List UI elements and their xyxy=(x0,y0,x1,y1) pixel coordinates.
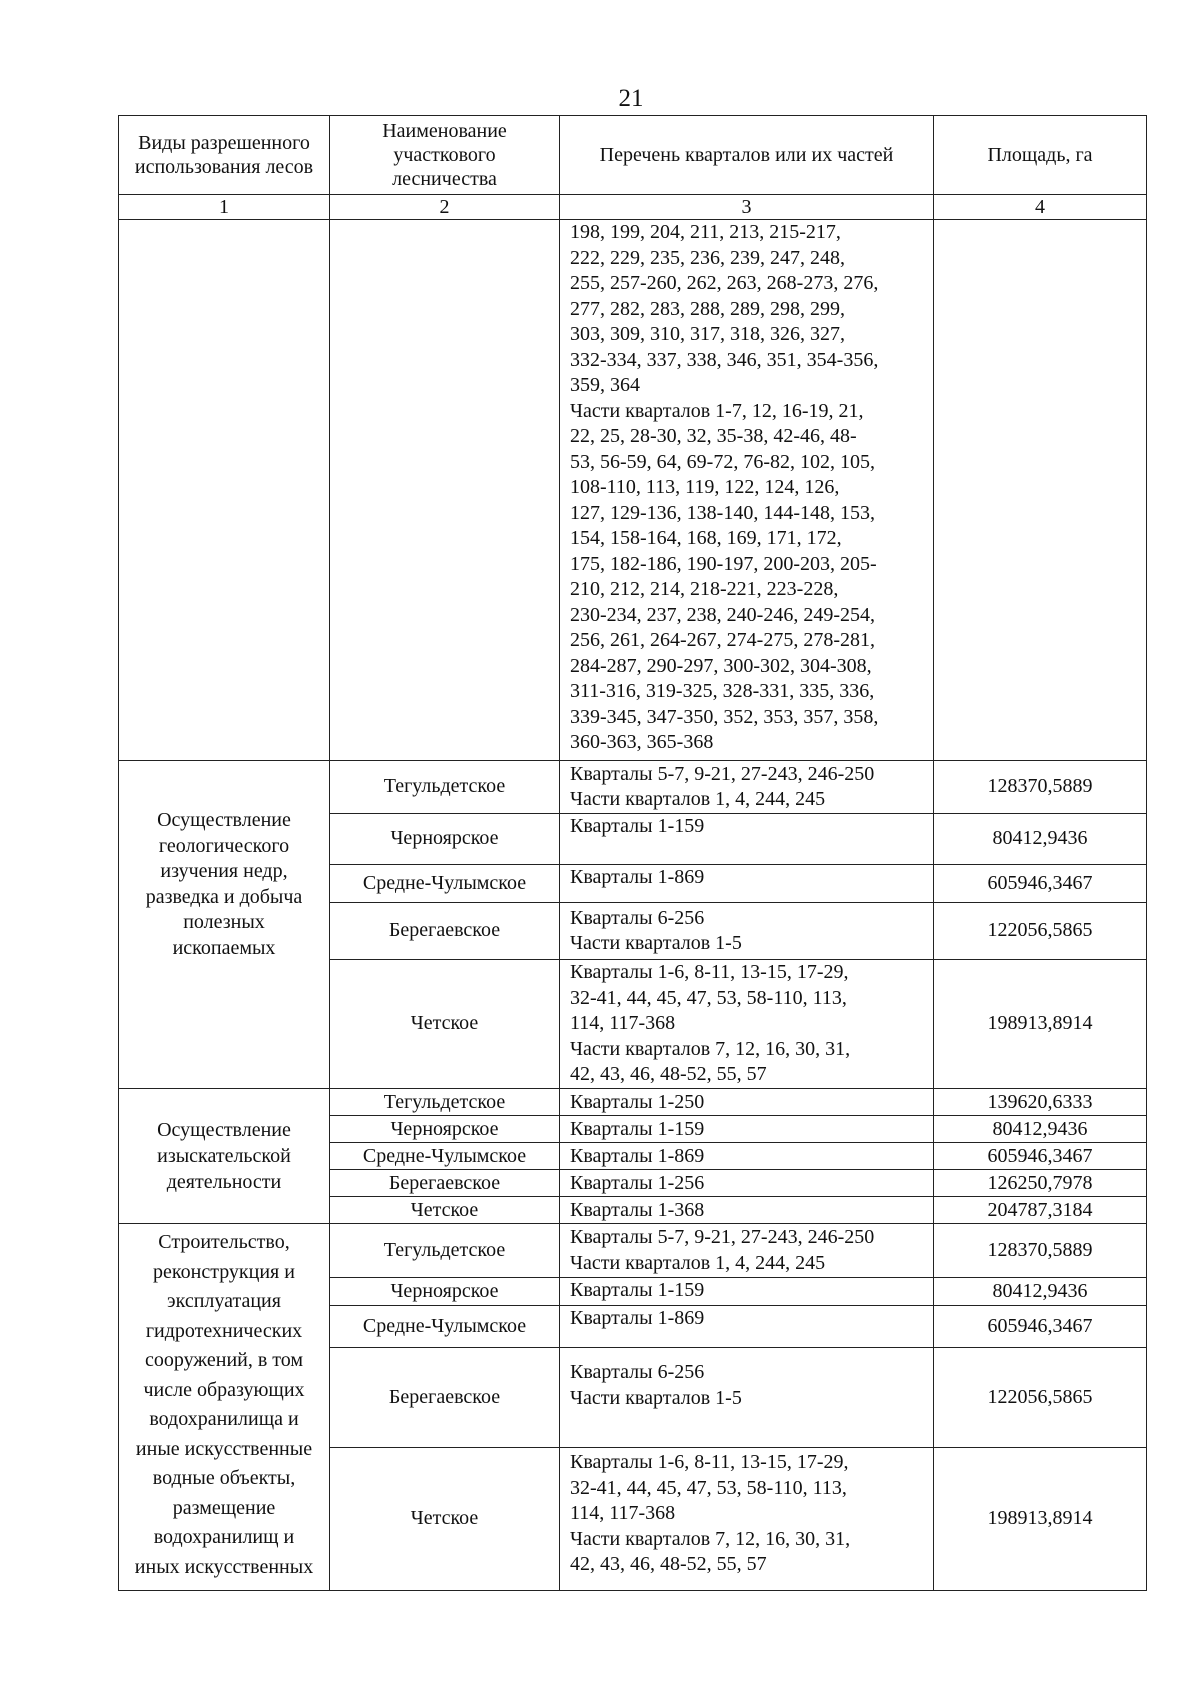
quarters-list: Кварталы 1-256 xyxy=(560,1170,934,1197)
column-number: 3 xyxy=(560,195,934,220)
forestry-name: Берегаевское xyxy=(330,1170,560,1197)
table-row xyxy=(119,1224,1147,1278)
forestry-name: Четское xyxy=(330,960,560,1089)
quarters-list: Кварталы 1-6, 8-11, 13-15, 17-29, 32-41, 44, 45, 47, 53, 58-110, 113, 114, 117-368 Части кварталов 7, 12, 16, 30, 31, 42, 43, 46, 48-52, 55, 57 xyxy=(560,960,934,1089)
quarters-list: Кварталы 6-256 Части кварталов 1-5 xyxy=(560,903,934,960)
area-value: 605946,3467 xyxy=(934,1306,1147,1348)
header-use-type: Виды разрешенного использования лесов xyxy=(119,116,330,195)
forestry-name: Тегульдетское xyxy=(330,1224,560,1278)
forestry-name: Черноярское xyxy=(330,1278,560,1306)
header-row xyxy=(119,116,1147,195)
forest-use-table xyxy=(118,115,1147,1591)
quarters-list: Кварталы 5-7, 9-21, 27-243, 246-250 Части кварталов 1, 4, 244, 245 xyxy=(560,1224,934,1278)
quarters-list: Кварталы 1-869 xyxy=(560,1143,934,1170)
header-area: Площадь, га xyxy=(934,116,1147,195)
use-type-geology: Осуществление геологического изучения недр, разведка и добыча полезных ископаемых xyxy=(119,761,330,1089)
column-number: 4 xyxy=(934,195,1147,220)
area-value: 204787,3184 xyxy=(934,1197,1147,1224)
continuation-row xyxy=(119,220,1147,761)
column-number: 1 xyxy=(119,195,330,220)
area-value: 198913,8914 xyxy=(934,1448,1147,1591)
area-value: 128370,5889 xyxy=(934,761,1147,814)
forestry-name: Тегульдетское xyxy=(330,1089,560,1116)
table-row xyxy=(119,1089,1147,1116)
forestry-name: Четское xyxy=(330,1448,560,1591)
area-value: 80412,9436 xyxy=(934,1116,1147,1143)
area-value: 128370,5889 xyxy=(934,1224,1147,1278)
continuation-quarters: 198, 199, 204, 211, 213, 215-217, 222, 229, 235, 236, 239, 247, 248, 255, 257-260, 262, 263, 268-273, 276, 277, 282, 283, 288, 289, 298, 299, 303, 309, 310, 317, 318, 326, 327, 332-334, 337, 338, 346, 351, 354-356, 359, 364 Части кварталов 1-7, 12, 16-19, 21, 22, 25, 28-30, 32, 35-38, 42-46, 48- 53, 56-59, 64, 69-72, 76-82, 102, 105, 108-110, 113, 119, 122, 124, 126, 127, 129-136, 138-140, 144-148, 153, 154, 158-164, 168, 169, 171, 172, 175, 182-186, 190-197, 200-203, 205- 210, 212, 214, 218-221, 223-228, 230-234, 237, 238, 240-246, 249-254, 256, 261, 264-267, 274-275, 278-281, 284-287, 290-297, 300-302, 304-308, 311-316, 319-325, 328-331, 335, 336, 339-345, 347-350, 352, 353, 357, 358, 360-363, 365-368 xyxy=(560,220,934,761)
quarters-list: Кварталы 1-159 xyxy=(560,1278,934,1306)
forestry-name: Берегаевское xyxy=(330,903,560,960)
empty-cell xyxy=(330,220,560,761)
use-type-hydro: Строительство, реконструкция и эксплуатация гидротехнических сооружений, в том числе образующих водохранилища и иные искусственные водные объекты, размещение водохранилищ и иных искусственных xyxy=(119,1224,330,1591)
column-number-row xyxy=(119,195,1147,220)
quarters-list: Кварталы 1-250 xyxy=(560,1089,934,1116)
area-value: 122056,5865 xyxy=(934,903,1147,960)
quarters-list: Кварталы 1-159 xyxy=(560,1116,934,1143)
forestry-name: Черноярское xyxy=(330,814,560,865)
empty-cell xyxy=(934,220,1147,761)
forestry-name: Четское xyxy=(330,1197,560,1224)
forestry-name: Черноярское xyxy=(330,1116,560,1143)
quarters-list: Кварталы 1-368 xyxy=(560,1197,934,1224)
forestry-name: Средне-Чулымское xyxy=(330,1306,560,1348)
page-number: 21 xyxy=(618,85,644,112)
quarters-list: Кварталы 1-159 xyxy=(560,814,934,865)
use-type-survey: Осуществление изыскательской деятельности xyxy=(119,1089,330,1224)
area-value: 126250,7978 xyxy=(934,1170,1147,1197)
area-value: 605946,3467 xyxy=(934,1143,1147,1170)
area-value: 80412,9436 xyxy=(934,814,1147,865)
forestry-name: Средне-Чулымское xyxy=(330,1143,560,1170)
quarters-list: Кварталы 1-869 xyxy=(560,1306,934,1348)
column-number: 2 xyxy=(330,195,560,220)
area-value: 198913,8914 xyxy=(934,960,1147,1089)
quarters-list: Кварталы 5-7, 9-21, 27-243, 246-250 Части кварталов 1, 4, 244, 245 xyxy=(560,761,934,814)
empty-cell xyxy=(119,220,330,761)
header-forestry: Наименование участкового лесничества xyxy=(330,116,560,195)
forestry-name: Средне-Чулымское xyxy=(330,865,560,903)
quarters-list: Кварталы 6-256 Части кварталов 1-5 xyxy=(560,1348,934,1448)
area-value: 139620,6333 xyxy=(934,1089,1147,1116)
header-quarters: Перечень кварталов или их частей xyxy=(560,116,934,195)
forestry-name: Берегаевское xyxy=(330,1348,560,1448)
area-value: 122056,5865 xyxy=(934,1348,1147,1448)
area-value: 605946,3467 xyxy=(934,865,1147,903)
forestry-name: Тегульдетское xyxy=(330,761,560,814)
area-value: 80412,9436 xyxy=(934,1278,1147,1306)
quarters-list: Кварталы 1-6, 8-11, 13-15, 17-29, 32-41, 44, 45, 47, 53, 58-110, 113, 114, 117-368 Части кварталов 7, 12, 16, 30, 31, 42, 43, 46, 48-52, 55, 57 xyxy=(560,1448,934,1591)
table-row xyxy=(119,761,1147,814)
quarters-list: Кварталы 1-869 xyxy=(560,865,934,903)
